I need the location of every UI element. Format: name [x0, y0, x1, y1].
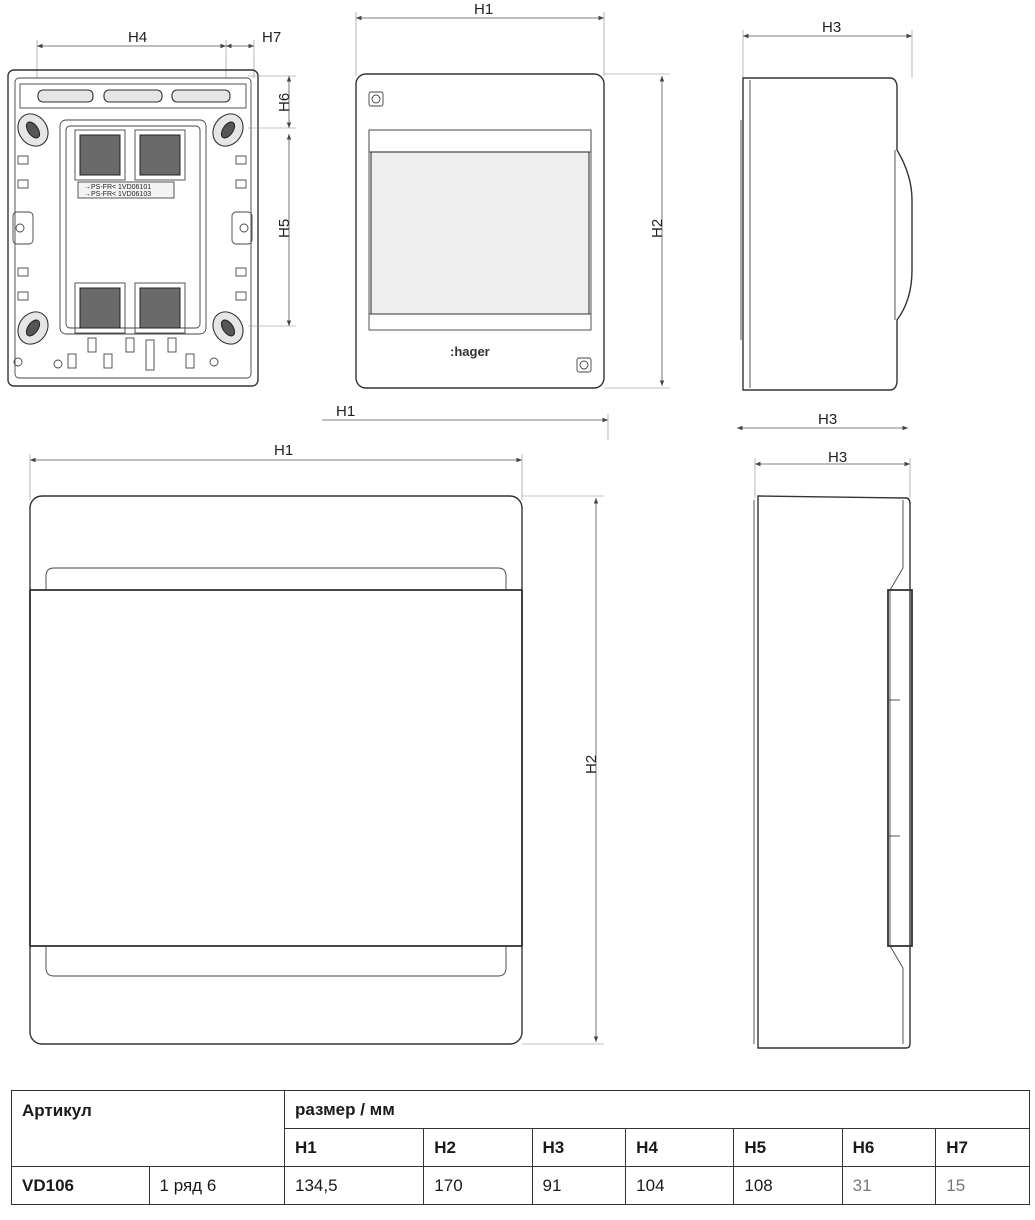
article-description: 1 ряд 6 — [149, 1167, 284, 1205]
dim-label-h6: H6 — [276, 92, 293, 112]
dim-label-h7: H7 — [262, 29, 282, 46]
column-header: H3 — [532, 1129, 626, 1167]
front-view-large — [30, 442, 604, 1044]
dim-label-h3-top: H3 — [822, 19, 842, 36]
mounting-slot — [12, 306, 54, 350]
column-header: H7 — [936, 1129, 1030, 1167]
side-view-large — [754, 449, 912, 1048]
column-header: H6 — [842, 1129, 936, 1167]
mounting-slot — [12, 108, 54, 152]
value-h6: 31 — [842, 1167, 936, 1205]
hager-logo: :hager — [450, 344, 490, 359]
value-h4: 104 — [626, 1167, 734, 1205]
article-header: Артикул — [12, 1091, 285, 1167]
dim-label-h3-mid: H3 — [818, 411, 838, 428]
column-header: H1 — [285, 1129, 424, 1167]
article-code: VD106 — [12, 1167, 150, 1205]
dim-label-h2-big: H2 — [583, 754, 600, 774]
back-label-line-1: →PS-FR< 1VD06101 — [84, 184, 152, 191]
dim-label-h5: H5 — [276, 218, 293, 238]
back-view — [8, 29, 296, 386]
dim-label-h1-big: H1 — [274, 442, 294, 459]
table-row — [12, 1167, 1030, 1205]
middle-dimensions — [322, 403, 908, 440]
value-h7: 15 — [936, 1167, 1030, 1205]
dimensions-table — [11, 1090, 1030, 1205]
column-header: H5 — [734, 1129, 842, 1167]
table-header-row — [12, 1091, 1030, 1129]
front-view — [356, 1, 670, 388]
column-header: H2 — [424, 1129, 532, 1167]
value-h5: 108 — [734, 1167, 842, 1205]
value-h1: 134,5 — [285, 1167, 424, 1205]
column-header: H4 — [626, 1129, 734, 1167]
mounting-slot — [207, 306, 249, 350]
dim-label-h3-low: H3 — [828, 449, 848, 466]
dim-label-h4: H4 — [128, 29, 148, 46]
dim-label-h2-top: H2 — [649, 218, 666, 238]
mounting-slot — [207, 108, 249, 152]
dim-label-h1-mid: H1 — [336, 403, 356, 420]
size-header: размер / мм — [285, 1091, 1030, 1129]
side-view-top — [741, 19, 912, 390]
dim-label-h1-top: H1 — [474, 1, 494, 18]
value-h3: 91 — [532, 1167, 626, 1205]
back-label-line-2: →PS-FR< 1VD06103 — [84, 191, 152, 198]
value-h2: 170 — [424, 1167, 532, 1205]
